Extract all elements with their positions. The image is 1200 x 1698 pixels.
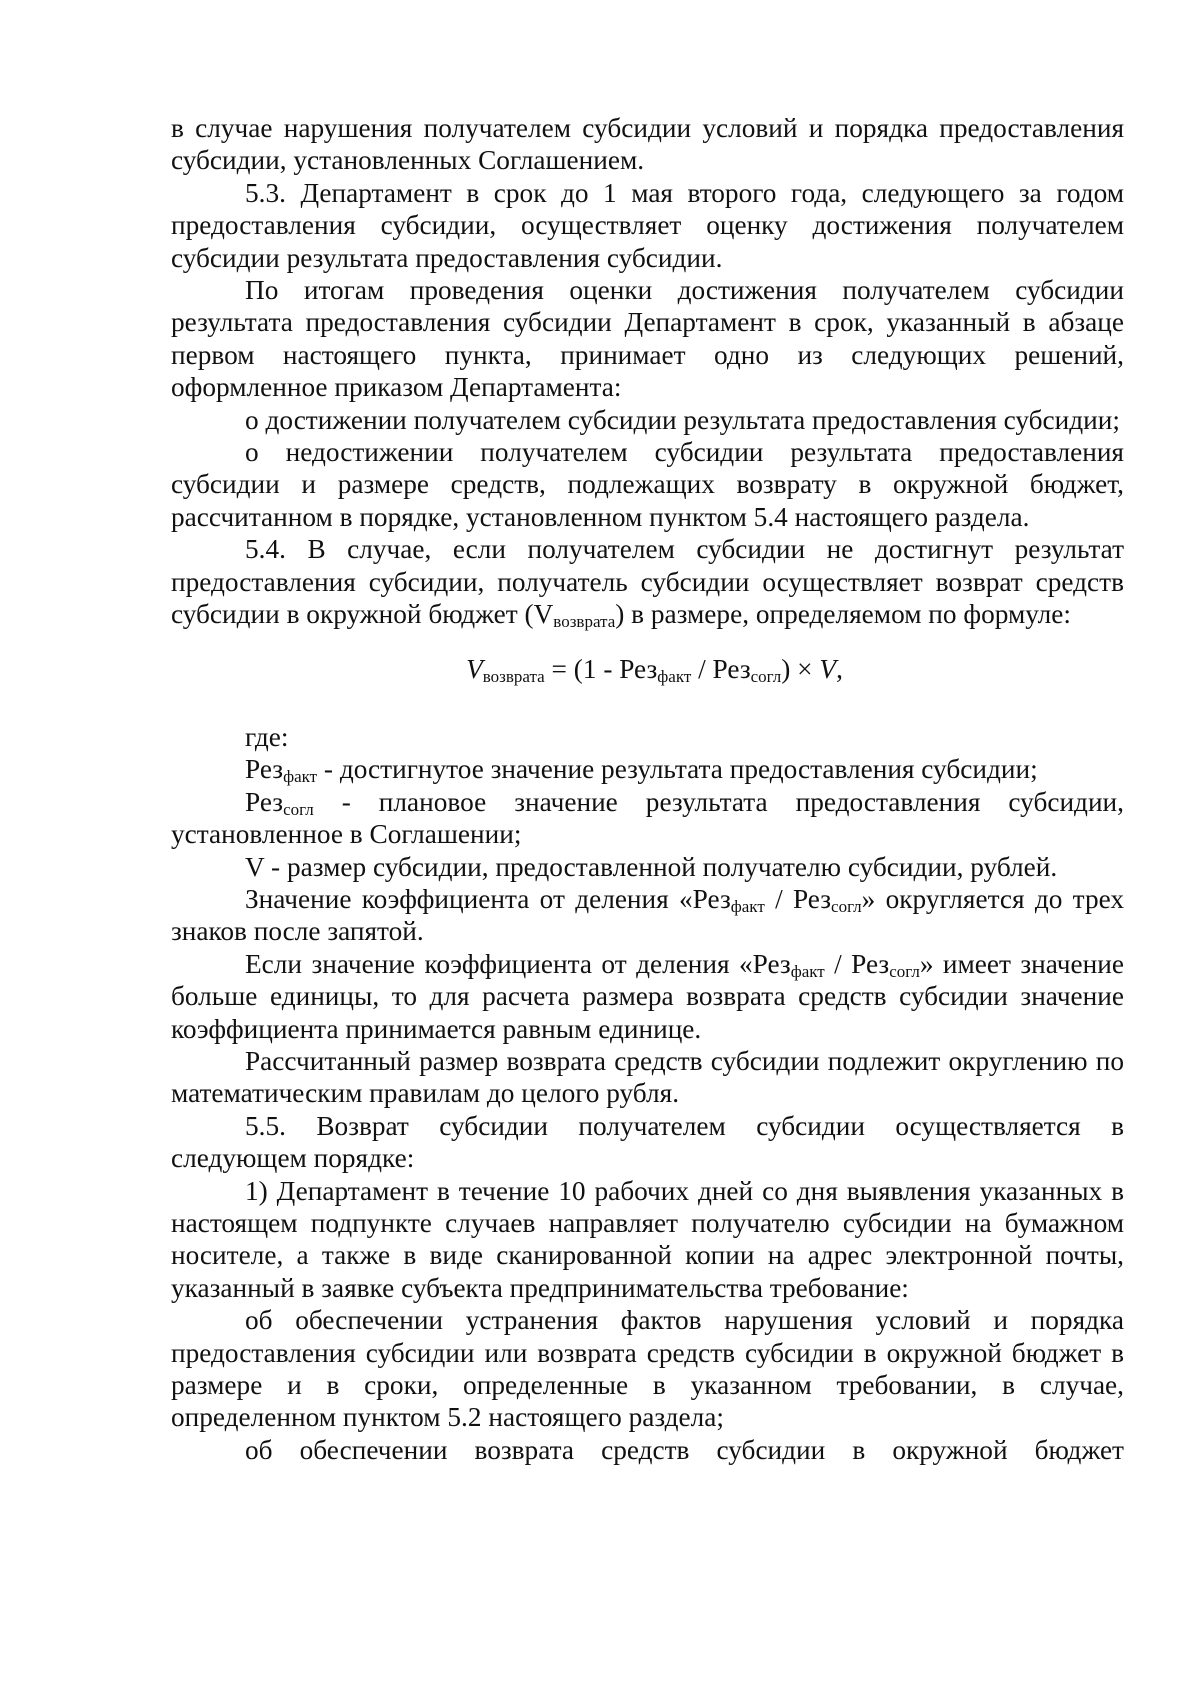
paragraph-amount-rounding: Рассчитанный размер возврата средств субсидии подлежит округлению по математическим правилам до целого рубля. bbox=[171, 1045, 1124, 1109]
formula-v-subscript: возврата bbox=[482, 666, 545, 686]
subscript: согл bbox=[889, 961, 920, 981]
paragraph-where: где: bbox=[245, 721, 289, 752]
text: / Рез bbox=[824, 948, 890, 979]
paragraph-5-3: 5.3. Департамент в срок до 1 мая второго года, следующего за годом предоставления субсидии, осуществляет оценку достижения получателем субсидии результата предоставления субсидии. bbox=[171, 177, 1124, 273]
definition-rez-fact bbox=[171, 753, 1124, 785]
text: - плановое значение результата предоставления субсидии, установленное в Соглашении; bbox=[171, 786, 1124, 850]
paragraph-5-5-item-1: 1) Департамент в течение 10 рабочих дней со дня выявления указанных в настоящем подпункте случаев направляет получателю субсидии на бумажном носителе, а также в виде сканированной копии на адрес электронной почты, указанный в заявке субъекта предпринимательства требование: bbox=[171, 1175, 1124, 1303]
text: Значение коэффициента от деления «Рез bbox=[245, 883, 731, 914]
text: ) в размере, определяемом по формуле: bbox=[615, 599, 1071, 630]
document-page bbox=[171, 112, 1124, 1466]
definition-v: V - размер субсидии, предоставленной получателю субсидии, рублей. bbox=[245, 851, 1058, 882]
subscript: согл bbox=[831, 896, 862, 916]
subscript: факт bbox=[790, 961, 825, 981]
text: » округляется до трех знаков после запятой. bbox=[171, 883, 1124, 947]
paragraph-decision-achieved: о достижении получателем субсидии результата предоставления субсидии; bbox=[245, 404, 1120, 435]
formula-fact-subscript: факт bbox=[657, 666, 692, 686]
formula-text: / Рез bbox=[691, 653, 751, 684]
definition-rez-sogl bbox=[171, 786, 1124, 851]
paragraph-decision-not-achieved: о недостижении получателем субсидии результата предоставления субсидии и размере средств, подлежащих возврату в окружной бюджет, рассчитанном в порядке, установленном пунктом 5.4 настоящего раздела. bbox=[171, 437, 1124, 532]
paragraph-5-5: 5.5. Возврат субсидии получателем субсидии осуществляется в следующем порядке: bbox=[171, 1110, 1124, 1174]
paragraph-coefficient-cap bbox=[171, 948, 1124, 1045]
paragraph-requirement-violation: об обеспечении устранения фактов нарушения условий и порядка предоставления субсидии или возврата средств субсидии в окружной бюджет в размере и в сроки, определенные в указанном требовании, в случае, определенном пунктом 5.2 настоящего раздела; bbox=[171, 1305, 1124, 1433]
paragraph-coefficient-rounding bbox=[171, 883, 1124, 948]
paragraph-requirement-refund: об обеспечении возврата средств субсидии в окружной бюджет bbox=[245, 1434, 1124, 1465]
text: - достигнутое значение результата предоставления субсидии; bbox=[317, 754, 1038, 785]
text: Рез bbox=[245, 786, 284, 817]
formula-v: V bbox=[819, 653, 837, 684]
subscript: возврата bbox=[553, 612, 616, 632]
text: / Рез bbox=[764, 883, 832, 914]
subscript: согл bbox=[283, 799, 314, 819]
formula-text: , bbox=[836, 653, 843, 684]
formula-text: = (1 - Рез bbox=[544, 653, 658, 684]
paragraph-5-4 bbox=[171, 533, 1124, 630]
formula-text: ) × bbox=[781, 653, 820, 684]
text: » имеет значение больше единицы, то для расчета размера возврата средств субсидии значение коэффициента принимается равным единице. bbox=[171, 948, 1124, 1044]
subscript: факт bbox=[283, 767, 318, 787]
subscript: факт bbox=[730, 896, 765, 916]
text: 5.4. В случае, если получателем субсидии не достигнут результат предоставления субсидии, получатель субсидии осуществляет возврат средств субсидии в окружной бюджет (V bbox=[171, 534, 1124, 630]
paragraph-assessment-decisions: По итогам проведения оценки достижения получателем субсидии результата предоставления субсидии Департамент в срок, указанный в абзаце первом настоящего пункта, принимает одно из следующих решений, оформленное приказом Департамента: bbox=[171, 275, 1124, 403]
text: Рез bbox=[245, 754, 284, 785]
paragraph-continuation: в случае нарушения получателем субсидии условий и порядка предоставления субсидии, установленных Соглашением. bbox=[171, 113, 1124, 176]
refund-formula bbox=[171, 653, 1124, 685]
text: Если значение коэффициента от деления «Рез bbox=[245, 948, 791, 979]
formula-sogl-subscript: согл bbox=[750, 666, 782, 686]
formula-v: V bbox=[466, 653, 483, 684]
